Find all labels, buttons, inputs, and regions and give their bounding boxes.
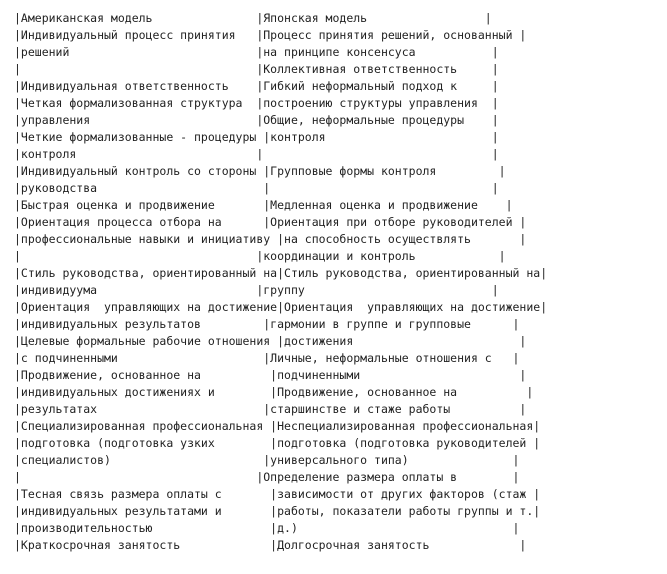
table-text-line: |индивидуальных достижениях и |Продвижение, основанное на | bbox=[14, 385, 534, 399]
table-text-line: | |Коллективная ответственность | bbox=[14, 62, 499, 76]
table-text-line: |профессиональные навыки и инициативу |на способность осуществлять | bbox=[14, 232, 527, 246]
table-text-line: |управления |Общие, неформальные процедуры | bbox=[14, 113, 499, 127]
table-text-line: |результатах |старшинстве и стаже работы | bbox=[14, 402, 527, 416]
table-text-line: |производительностью |д.) | bbox=[14, 521, 520, 535]
table-text-line: |Четкие формализованные - процедуры |контроля | bbox=[14, 130, 499, 144]
table-text-line: |Целевые формальные рабочие отношения |достижения | bbox=[14, 334, 527, 348]
table-text-line: | |Определение размера оплаты в | bbox=[14, 470, 520, 484]
table-text-line: | |координации и контроль | bbox=[14, 249, 506, 263]
table-text-line: |Продвижение, основанное на |подчиненными | bbox=[14, 368, 527, 382]
table-text-line: |индивидуальных результатов |гармонии в группе и групповые | bbox=[14, 317, 520, 331]
table-text-line: |Индивидуальный процесс принятия |Процесс принятия решений, основанный | bbox=[14, 28, 527, 42]
table-text-line: |подготовка (подготовка узких |подготовка (подготовка руководителей | bbox=[14, 436, 541, 450]
table-text-line: |индивидуальных результатами и |работы, показатели работы группы и т.| bbox=[14, 504, 541, 518]
table-text-line: |Быстрая оценка и продвижение |Медленная оценка и продвижение | bbox=[14, 198, 513, 212]
table-text-line: |Стиль руководства, ориентированный на|Стиль руководства, ориентированный на| bbox=[14, 266, 548, 280]
table-text-line: |индивидуума |группу | bbox=[14, 283, 499, 297]
table-text-line: |Индивидуальный контроль со стороны |Групповые формы контроля | bbox=[14, 164, 506, 178]
table-text-line: |Индивидуальная ответственность |Гибкий неформальный подход к | bbox=[14, 79, 499, 93]
table-text-line: |контроля | | bbox=[14, 147, 499, 161]
table-text-line: |Специализированная профессиональная |Неспециализированная профессиональная| bbox=[14, 419, 541, 433]
table-text-line: |Ориентация управляющих на достижение|Ориентация управляющих на достижение| bbox=[14, 300, 548, 314]
table-text-line: |решений |на принципе консенсуса | bbox=[14, 45, 499, 59]
table-text-line: |руководства | | bbox=[14, 181, 499, 195]
table-text-line: |специалистов) |универсального типа) | bbox=[14, 453, 520, 467]
table-text-line: |Четкая формализованная структура |построению структуры управления | bbox=[14, 96, 499, 110]
table-text-line: |Тесная связь размера оплаты с |зависимости от других факторов (стаж | bbox=[14, 487, 541, 501]
table-text-line: |Краткосрочная занятость |Долгосрочная занятость | bbox=[14, 538, 527, 552]
table-text-line: |с подчиненными |Личные, неформальные отношения с | bbox=[14, 351, 520, 365]
table-text-line: |Американская модель |Японская модель | bbox=[14, 11, 492, 25]
table-text-line: |Ориентация процесса отбора на |Ориентация при отборе руководителей | bbox=[14, 215, 527, 229]
